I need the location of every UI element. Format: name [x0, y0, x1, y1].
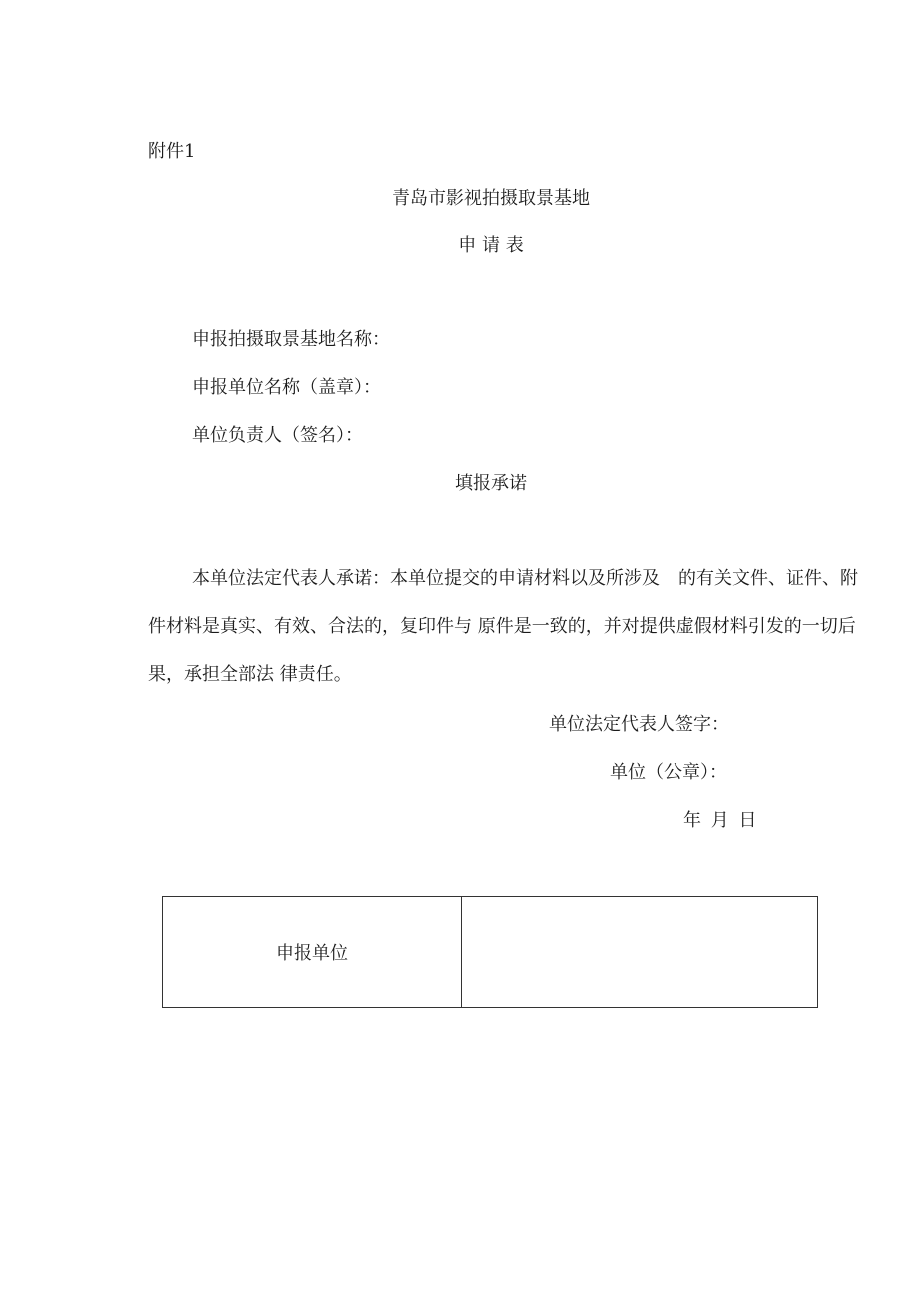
applicant-label: 申报单位: [276, 943, 348, 964]
commitment-paragraph: 本单位法定代表人承诺：本单位提交的申请材料以及所涉及 的有关文件、证件、附件材料是真实、有效、合法的，复印件与 原件是一致的，并对提供虚假材料引发的一切后果，承担全部法 律责任。: [148, 568, 858, 685]
unit-seal: 单位（公章）：: [610, 762, 727, 783]
applicant-value-cell: [462, 897, 817, 1007]
applicant-label-cell: [163, 897, 462, 1007]
legal-rep-signature: 单位法定代表人签字：: [549, 714, 729, 735]
document-subtitle: 申 请 表: [458, 235, 524, 256]
field-base-name: 申报拍摄取景基地名称：: [192, 329, 390, 350]
field-unit-head: 单位负责人（签名）：: [192, 425, 363, 446]
applicant-table: [162, 896, 818, 1008]
signature-date: 年 月 日: [683, 810, 757, 831]
attachment-label: 附件1: [148, 141, 196, 162]
field-unit-name: 申报单位名称（盖章）：: [192, 377, 381, 398]
document-title: 青岛市影视拍摄取景基地: [392, 188, 590, 209]
commitment-heading: 填报承诺: [455, 473, 527, 494]
